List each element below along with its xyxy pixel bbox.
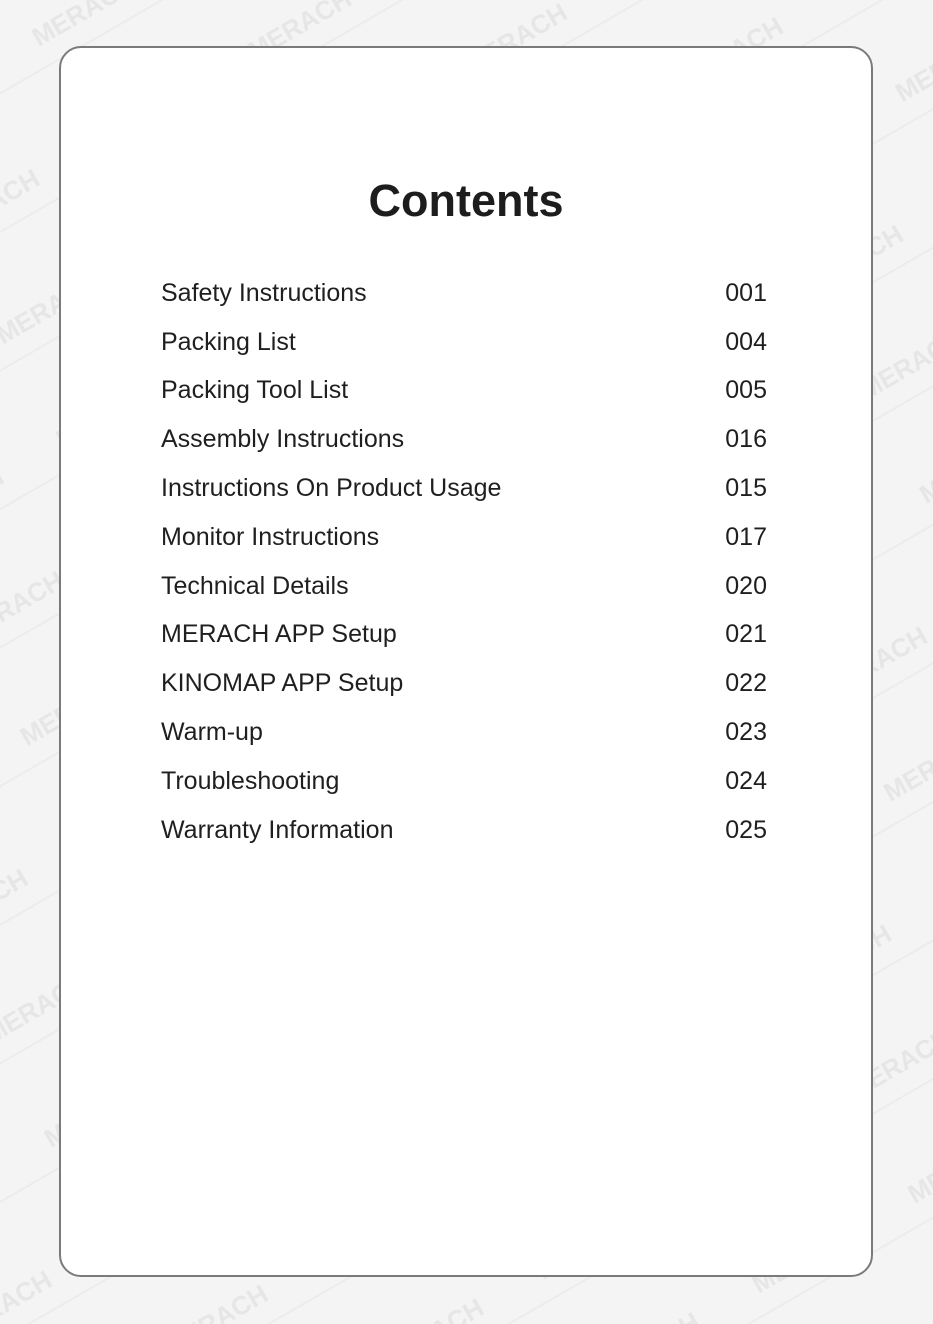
toc-entry[interactable] — [161, 367, 767, 416]
toc-entry-page-number: 022 — [725, 669, 767, 698]
toc-entry-label: Monitor Instructions — [161, 522, 380, 551]
toc-entry-page-number: 024 — [725, 766, 767, 795]
toc-entry-page-number: 015 — [725, 474, 767, 503]
toc-entry-page-number: 021 — [725, 620, 767, 649]
toc-entry-label: Packing List — [161, 327, 296, 356]
toc-entry[interactable] — [161, 464, 767, 513]
toc-entry-page-number: 017 — [725, 522, 767, 551]
toc-entry[interactable] — [161, 562, 767, 611]
toc-entry[interactable] — [161, 806, 767, 855]
toc-entry[interactable] — [161, 513, 767, 562]
toc-entry-page-number: 004 — [725, 327, 767, 356]
toc-entry-label: Warranty Information — [161, 815, 394, 844]
toc-entry-page-number: 016 — [725, 425, 767, 454]
toc-entry[interactable] — [161, 611, 767, 660]
page-title: Contents — [368, 175, 564, 226]
toc-entry-label: MERACH APP Setup — [161, 620, 397, 649]
toc-entry-label: Troubleshooting — [161, 766, 340, 795]
toc-entry[interactable] — [161, 415, 767, 464]
toc-entry-page-number: 001 — [725, 278, 767, 307]
toc-entry-label: Packing Tool List — [161, 376, 349, 405]
toc-entry-page-number: 005 — [725, 376, 767, 405]
toc-entry[interactable] — [161, 757, 767, 806]
toc-entry[interactable] — [161, 708, 767, 757]
toc-entry-page-number: 020 — [725, 571, 767, 600]
toc-entry-label: Instructions On Product Usage — [161, 474, 502, 503]
toc-entry-label: Technical Details — [161, 571, 349, 600]
toc-entry-label: KINOMAP APP Setup — [161, 669, 404, 698]
toc-entry-page-number: 025 — [725, 815, 767, 844]
toc-entry-page-number: 023 — [725, 718, 767, 747]
toc-entry-label: Safety Instructions — [161, 278, 367, 307]
toc-entry[interactable] — [161, 318, 767, 367]
table-of-contents — [161, 269, 767, 855]
toc-entry-label: Warm-up — [161, 718, 263, 747]
toc-entry[interactable] — [161, 659, 767, 708]
toc-entry-label: Assembly Instructions — [161, 425, 405, 454]
toc-entry[interactable] — [161, 269, 767, 318]
contents-card — [59, 46, 873, 1277]
